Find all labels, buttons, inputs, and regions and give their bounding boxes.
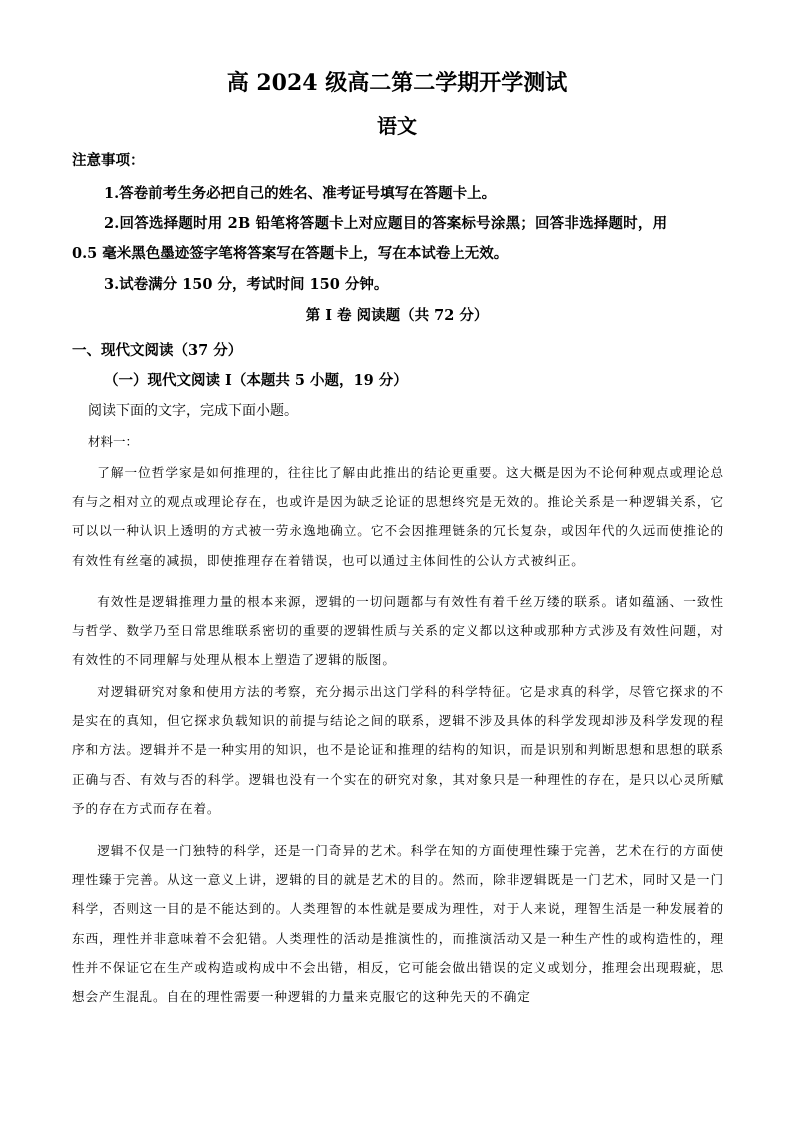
reading-instruction: 阅读下面的文字，完成下面小题。: [88, 403, 298, 419]
section-heading: 一、现代文阅读（37 分）: [72, 342, 243, 359]
paragraph-2: [72, 587, 724, 675]
subsection-heading: （一）现代文阅读 I（本题共 5 小题，19 分）: [104, 372, 408, 389]
exam-title: 高 2024 级高二第二学期开学测试: [226, 70, 568, 96]
paragraph-text: 对逻辑研究对象和使用方法的考察，充分揭示出这门学科的科学特征。它是求真的科学，尽管它探求的不是实在的真知，但它探求负载知识的前提与结论之间的联系，逻辑不涉及具体的科学发现却涉及科学发现的程序和方法。逻辑并不是一种实用的知识，也不是论证和推理的结构的知识，而是识别和判断思想和思想的联系正确与否、有效与否的科学。逻辑也没有一个实在的研究对象，其对象只是一种理性的存在，是只以心灵所赋予的存在方式而存在着。: [72, 684, 724, 816]
paragraph-1: [72, 458, 724, 575]
paragraph-text: 了解一位哲学家是如何推理的，往往比了解由此推出的结论更重要。这大概是因为不论何种观点或理论总有与之相对立的观点或理论存在，也或许是因为缺乏论证的思想终究是无效的。推论关系是一种逻辑关系，它可以以一种认识上透明的方式被一劳永逸地确立。它不会因推理链条的冗长复杂，或因年代的久远而使推论的有效性有丝毫的减损，即使推理存在着错误，也可以通过主体间性的公认方式被纠正。: [72, 465, 724, 568]
paragraph-text: 有效性是逻辑推理力量的根本来源，逻辑的一切问题都与有效性有着千丝万缕的联系。诸如蕴涵、一致性与哲学、数学乃至日常思维联系密切的重要的逻辑性质与关系的定义都以这种或那种方式涉及有效性问题，对有效性的不同理解与处理从根本上塑造了逻辑的版图。: [72, 594, 724, 668]
notes-heading: 注意事项：: [72, 152, 145, 169]
subject-title: 语文: [377, 114, 417, 138]
note-item-2-line-1: 2.回答选择题时用 2B 铅笔将答题卡上对应题目的答案标号涂黑；回答非选择题时，用: [104, 215, 668, 232]
part-title: 第 I 卷 阅读题（共 72 分）: [305, 307, 489, 324]
paragraph-3: [72, 677, 724, 823]
note-item-1: 1.答卷前考生务必把自己的姓名、准考证号填写在答题卡上。: [104, 185, 497, 202]
note-item-2-line-2: 0.5 毫米黑色墨迹签字笔将答案写在答题卡上，写在本试卷上无效。: [72, 245, 509, 262]
paragraph-text: 逻辑不仅是一门独特的科学，还是一门奇异的艺术。科学在知的方面使理性臻于完善，艺术在行的方面使理性臻于完善。从这一意义上讲，逻辑的目的就是艺术的目的。然而，除非逻辑既是一门艺术，同时又是一门科学，否则这一目的是不能达到的。人类理智的本性就是要成为理性，对于人来说，理智生活是一种发展着的东西，理性并非意味着不会犯错。人类理性的活动是推演性的，而推演活动又是一种生产性的或构造性的，理性并不保证它在生产或构造或构成中不会出错，相反，它可能会做出错误的定义或划分，推理会出现瑕疵，思想会产生混乱。自在的理性需要一种逻辑的力量来克服它的这种先天的不确定: [72, 843, 724, 1005]
material-label: 材料一：: [88, 434, 139, 449]
paragraph-4: [72, 836, 724, 1011]
note-item-3: 3.试卷满分 150 分，考试时间 150 分钟。: [104, 276, 389, 293]
